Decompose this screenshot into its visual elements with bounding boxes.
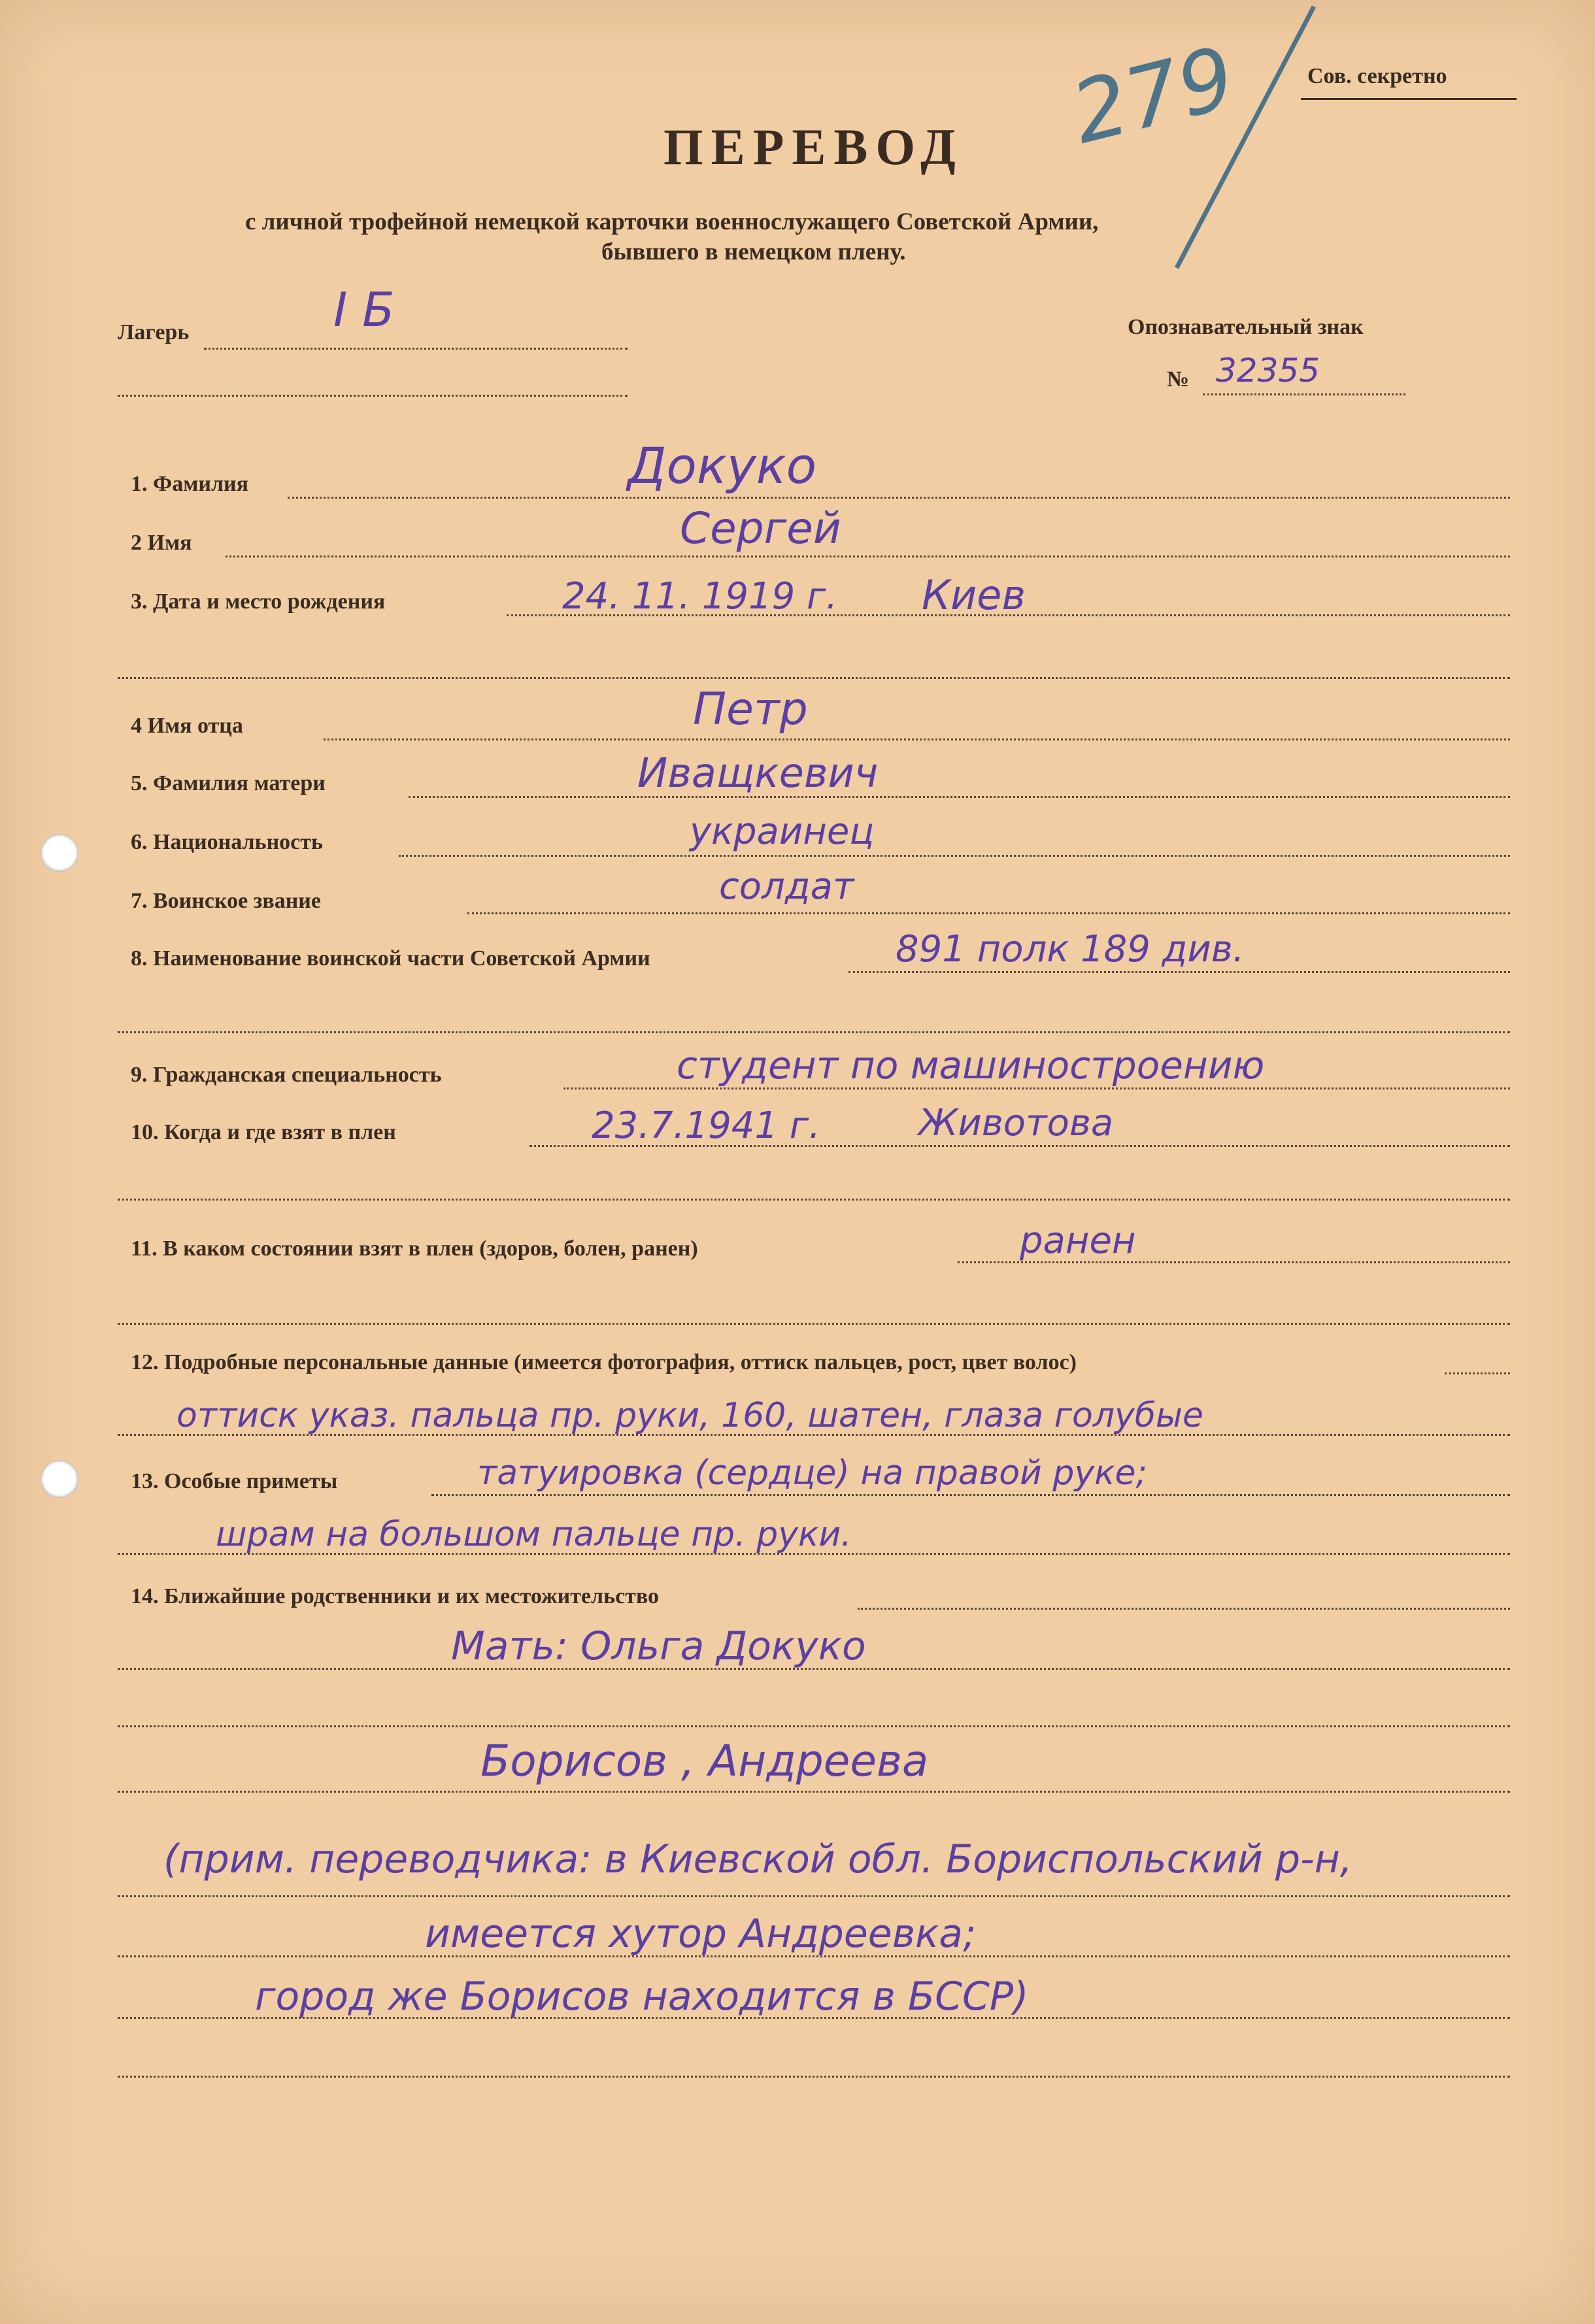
field-2-value: Сергей	[680, 503, 841, 554]
field-5-value: Иващкевич	[637, 749, 879, 797]
camp-value: I Б	[333, 282, 395, 337]
field-4-line	[324, 739, 1510, 740]
field-3-label: 3. Дата и место рождения	[131, 589, 386, 614]
translator-note-line-1: (прим. переводчика: в Киевской обл. Бориспольский р-н,	[163, 1836, 1352, 1882]
field-9-line	[563, 1087, 1510, 1089]
field-8-value: 891 полк 189 див.	[896, 928, 1245, 971]
archive-mark: 279	[1062, 27, 1244, 163]
field-6-value: украинец	[690, 810, 875, 853]
subtitle-line-2: бывшего в немецком плену.	[601, 239, 906, 265]
field-13-line	[431, 1494, 1510, 1496]
camp-label: Лагерь	[118, 320, 190, 344]
field-9-label: 9. Гражданская специальность	[131, 1063, 442, 1087]
classification-underline	[1301, 98, 1517, 100]
field-12-line-2	[118, 1434, 1510, 1436]
translator-note-line-3: город же Борисов находится в БССР)	[255, 1974, 1029, 2019]
translator-note-line-2: имеется хутор Андреевка;	[425, 1911, 977, 1957]
subtitle-line-1: с личной трофейной немецкой карточки военнослужащего Советской Армии,	[245, 208, 1099, 235]
camp-line	[204, 348, 628, 350]
page-title: ПЕРЕВОД	[663, 118, 964, 175]
field-13-value-1: татуировка (сердце) на правой руке;	[477, 1453, 1148, 1493]
field-11-line-2	[118, 1323, 1510, 1325]
note-line-1	[118, 1895, 1510, 1897]
field-14-line	[858, 1608, 1510, 1610]
classification-label: Сов. секретно	[1307, 64, 1447, 88]
field-7-label: 7. Воинское звание	[131, 889, 321, 913]
camp-line-2	[118, 395, 628, 397]
field-12-label: 12. Подробные персональные данные (имеется фотография, оттиск пальцев, рост, цвет волос)	[131, 1350, 1077, 1374]
tag-number-label: №	[1167, 367, 1190, 391]
punch-hole-top	[41, 834, 78, 872]
field-10-label: 10. Когда и где взят в плен	[131, 1120, 396, 1144]
note-line-4	[118, 2076, 1510, 2078]
field-5-line	[409, 796, 1510, 798]
field-14-line-3	[118, 1725, 1510, 1727]
field-3-date: 24. 11. 1919 г.	[562, 575, 838, 618]
field-8-label: 8. Наименование воинской части Советской Армии	[131, 946, 650, 971]
field-3-place: Киев	[922, 571, 1026, 619]
field-1-label: 1. Фамилия	[131, 472, 249, 496]
field-6-label: 6. Национальность	[131, 830, 323, 854]
field-13-value-2: шрам на большом пальце пр. руки.	[216, 1515, 852, 1554]
field-5-label: 5. Фамилия матери	[131, 771, 326, 795]
field-14-value-1: Мать: Ольга Докуко	[451, 1623, 866, 1669]
tag-line	[1203, 393, 1405, 395]
field-10-date: 23.7.1941 г.	[592, 1104, 821, 1147]
archive-mark-slash	[1150, 0, 1320, 274]
field-10-line-2	[118, 1199, 1510, 1201]
field-14-line-2	[118, 1668, 1510, 1670]
field-7-value: солдат	[719, 865, 854, 908]
field-9-value: студент по машиностроению	[677, 1043, 1265, 1087]
field-8-line	[848, 971, 1510, 973]
field-14-line-4	[118, 1791, 1510, 1793]
field-12-line	[1445, 1372, 1510, 1374]
field-8-line-2	[118, 1031, 1510, 1033]
field-12-value: оттиск указ. пальца пр. руки, 160, шатен, глаза голубые	[176, 1396, 1203, 1435]
field-2-line	[226, 556, 1510, 557]
field-3-line-2	[118, 677, 1510, 679]
field-11-label: 11. В каком состоянии взят в плен (здоров, болен, ранен)	[131, 1237, 698, 1261]
field-7-line	[467, 912, 1510, 914]
tag-value: 32355	[1216, 352, 1320, 390]
field-13-label: 13. Особые приметы	[131, 1469, 338, 1493]
note-line-3	[118, 2017, 1510, 2019]
field-4-value: Петр	[693, 684, 808, 735]
field-1-value: Докуко	[628, 437, 817, 495]
note-line-2	[118, 1955, 1510, 1957]
tag-label: Опознавательный знак	[1128, 315, 1364, 339]
field-1-line	[288, 497, 1510, 499]
field-4-label: 4 Имя отца	[131, 714, 243, 738]
field-6-line	[399, 855, 1510, 857]
punch-hole-bottom	[41, 1460, 78, 1498]
field-11-value: ранен	[1020, 1220, 1136, 1262]
field-2-label: 2 Имя	[131, 531, 192, 555]
field-14-label: 14. Ближайшие родственники и их местожительство	[131, 1584, 659, 1608]
field-14-value-2: Борисов , Андреева	[480, 1736, 929, 1786]
field-10-place: Животова	[918, 1102, 1114, 1144]
